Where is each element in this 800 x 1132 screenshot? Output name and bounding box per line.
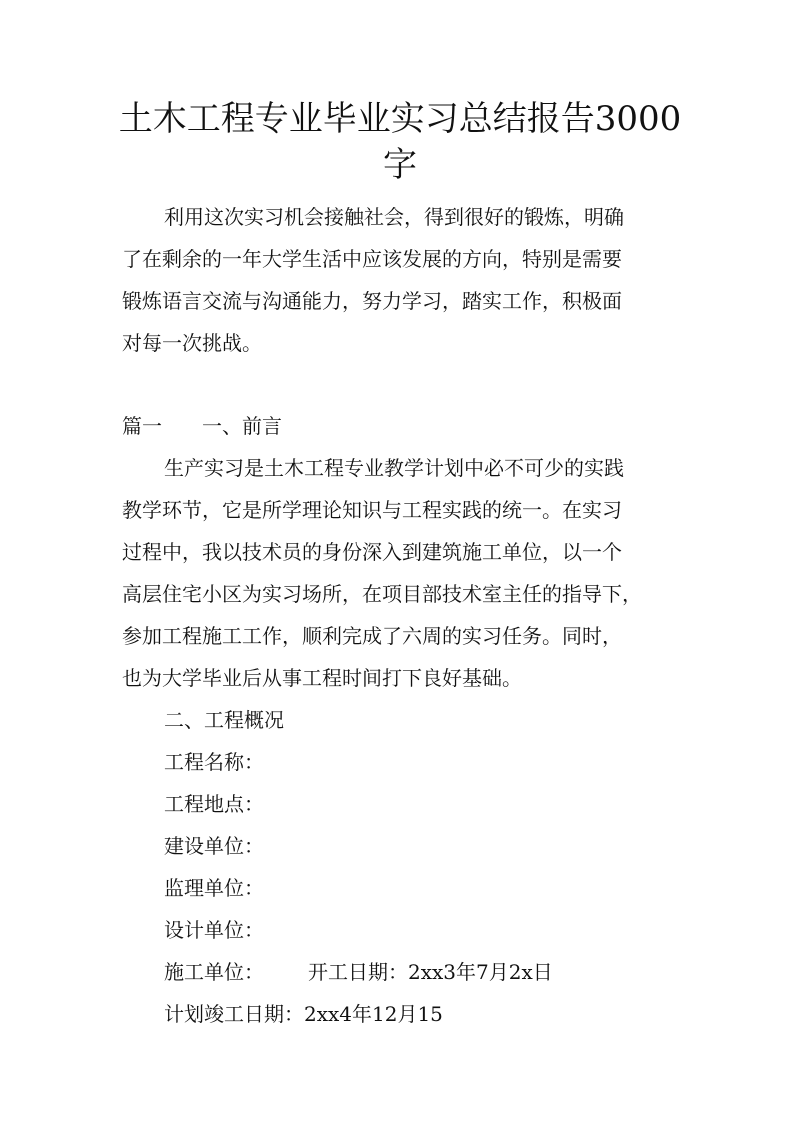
field-planned-completion: 计划竣工日期：2xx4年12月15 xyxy=(164,1002,443,1026)
field-project-name: 工程名称： xyxy=(164,750,264,774)
title-line-1: 土木工程专业毕业实习总结报告3000 xyxy=(118,99,682,139)
overview-heading: 二、工程概况 xyxy=(164,708,284,732)
title-line-2: 字 xyxy=(383,145,417,185)
section-label: 篇一 xyxy=(122,414,162,438)
intro-line-4: 对每一次挑战。 xyxy=(122,331,262,355)
section-heading: 一、前言 xyxy=(202,414,282,438)
document-title xyxy=(110,96,690,188)
field-owner-unit: 建设单位： xyxy=(164,834,264,858)
field-construction-unit: 施工单位： xyxy=(164,960,264,984)
intro-line-1: 利用这次实习机会接触社会，得到很好的锻炼，明确 xyxy=(164,205,624,229)
preface-line-3: 过程中，我以技术员的身份深入到建筑施工单位，以一个 xyxy=(122,540,622,564)
field-design-unit: 设计单位： xyxy=(164,918,264,942)
construction-and-start-line xyxy=(164,958,724,986)
preface-line-6: 也为大学毕业后从事工程时间打下良好基础。 xyxy=(122,666,522,690)
preface-line-5: 参加工程施工工作，顺利完成了六周的实习任务。同时， xyxy=(122,624,622,648)
intro-line-3: 锻炼语言交流与沟通能力，努力学习，踏实工作，积极面 xyxy=(122,289,622,313)
field-project-location: 工程地点： xyxy=(164,792,264,816)
section-heading-line xyxy=(122,412,682,440)
field-start-date: 开工日期：2xx3年7月2x日 xyxy=(308,960,553,984)
preface-line-4: 高层住宅小区为实习场所，在项目部技术室主任的指导下， xyxy=(122,582,642,606)
preface-line-2: 教学环节，它是所学理论知识与工程实践的统一。在实习 xyxy=(122,498,622,522)
preface-line-1: 生产实习是土木工程专业教学计划中必不可少的实践 xyxy=(164,456,624,480)
field-supervision-unit: 监理单位： xyxy=(164,876,264,900)
intro-line-2: 了在剩余的一年大学生活中应该发展的方向，特别是需要 xyxy=(122,247,622,271)
